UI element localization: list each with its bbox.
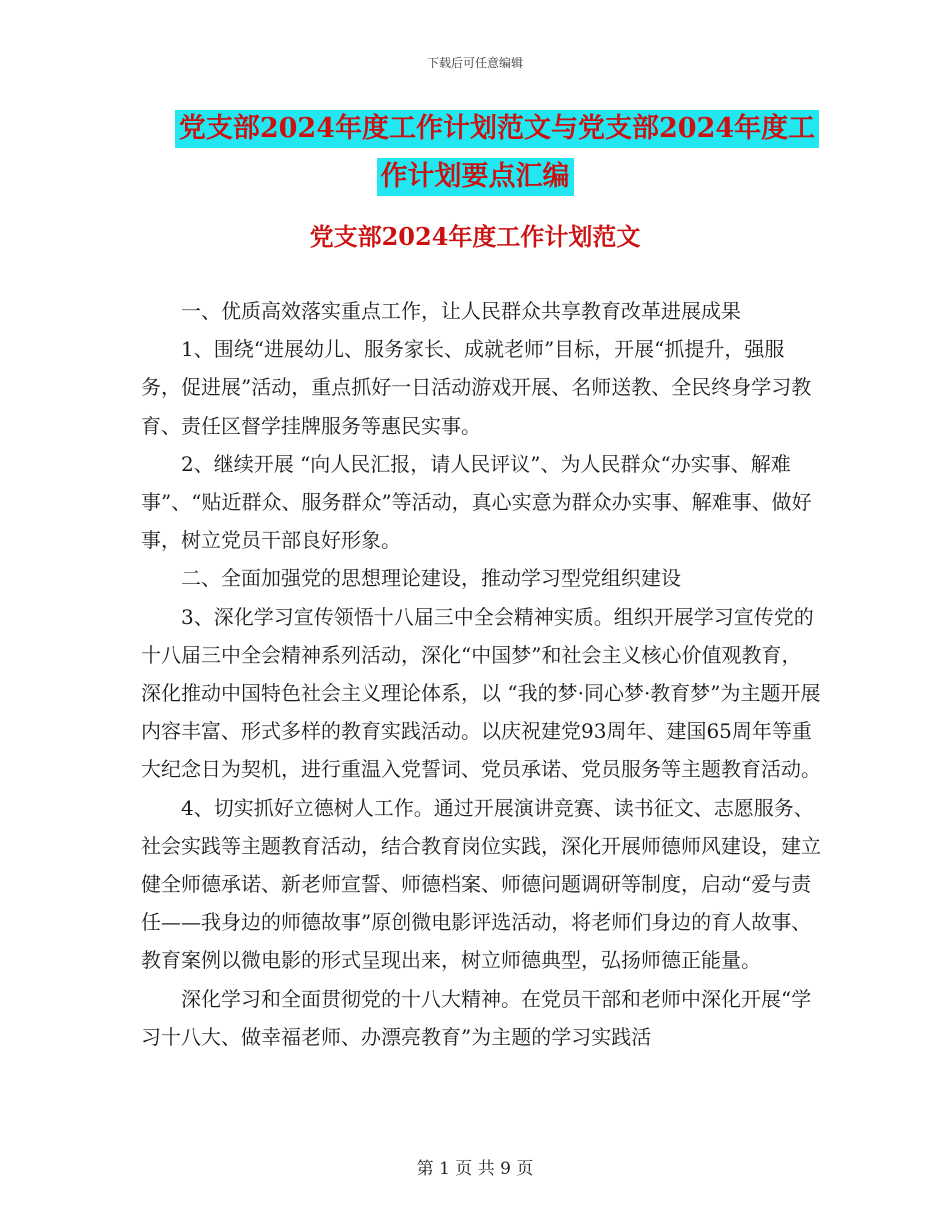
paragraph-2: 1、围绕“进展幼儿、服务家长、成就老师”目标，开展“抓提升，强服务，促进展”活动，重点抓好一日活动游戏开展、名师送教、全民终身学习教育、责任区督学挂牌服务等惠民实事。 bbox=[141, 337, 812, 438]
document-title bbox=[0, 110, 950, 196]
paragraph-5: 3、深化学习宣传领悟十八届三中全会精神实质。组织开展学习宣传党的十八届三中全会精神系列活动，深化“中国梦”和社会主义核心价值观教育，深化推动中国特色社会主义理论体系，以 “我的梦·同心梦·教育梦”为主题开展内容丰富、形式多样的教育实践活动。以庆祝建党93周年、建国65周年等重大纪念日为契机，进行重温入党誓词、党员承诺、党员服务等主题教育活动。 bbox=[141, 604, 821, 782]
paragraph-4: 二、全面加强党的思想理论建设，推动学习型党组织建设 bbox=[181, 566, 681, 591]
paragraph-3: 2、继续开展 “向人民汇报，请人民评议”、为人民群众“办实事、解难事”、“贴近群众、服务群众”等活动，真心实意为群众办实事、解难事、做好事，树立党员干部良好形象。 bbox=[141, 451, 812, 553]
page-footer: 第 1 页 共 9 页 bbox=[416, 1159, 534, 1179]
paragraph-1: 一、优质高效落实重点工作，让人民群众共享教育改革进展成果 bbox=[181, 299, 741, 323]
paragraph-7: 深化学习和全面贯彻党的十八大精神。在党员干部和老师中深化开展“学习十八大、做幸福老师、办漂亮教育”为主题的学习实践活 bbox=[141, 986, 812, 1049]
title-line-1: 党支部2024年度工作计划范文与党支部2024年度工 bbox=[175, 110, 819, 148]
body-text bbox=[141, 292, 821, 1056]
section-subtitle: 党支部2024年度工作计划范文 bbox=[309, 222, 641, 251]
title-line-2: 作计划要点汇编 bbox=[377, 158, 574, 196]
page-header-note: 下载后可任意编辑 bbox=[426, 56, 523, 70]
paragraph-6: 4、切实抓好立德树人工作。通过开展演讲竞赛、读书征文、志愿服务、社会实践等主题教育活动，结合教育岗位实践，深化开展师德师风建设，建立健全师德承诺、新老师宣誓、师德档案、师德问题调研等制度，启动“爱与责任——我身边的师德故事”原创微电影评选活动，将老师们身边的育人故事、教育案例以微电影的形式呈现出来，树立师德典型，弘扬师德正能量。 bbox=[141, 795, 821, 973]
